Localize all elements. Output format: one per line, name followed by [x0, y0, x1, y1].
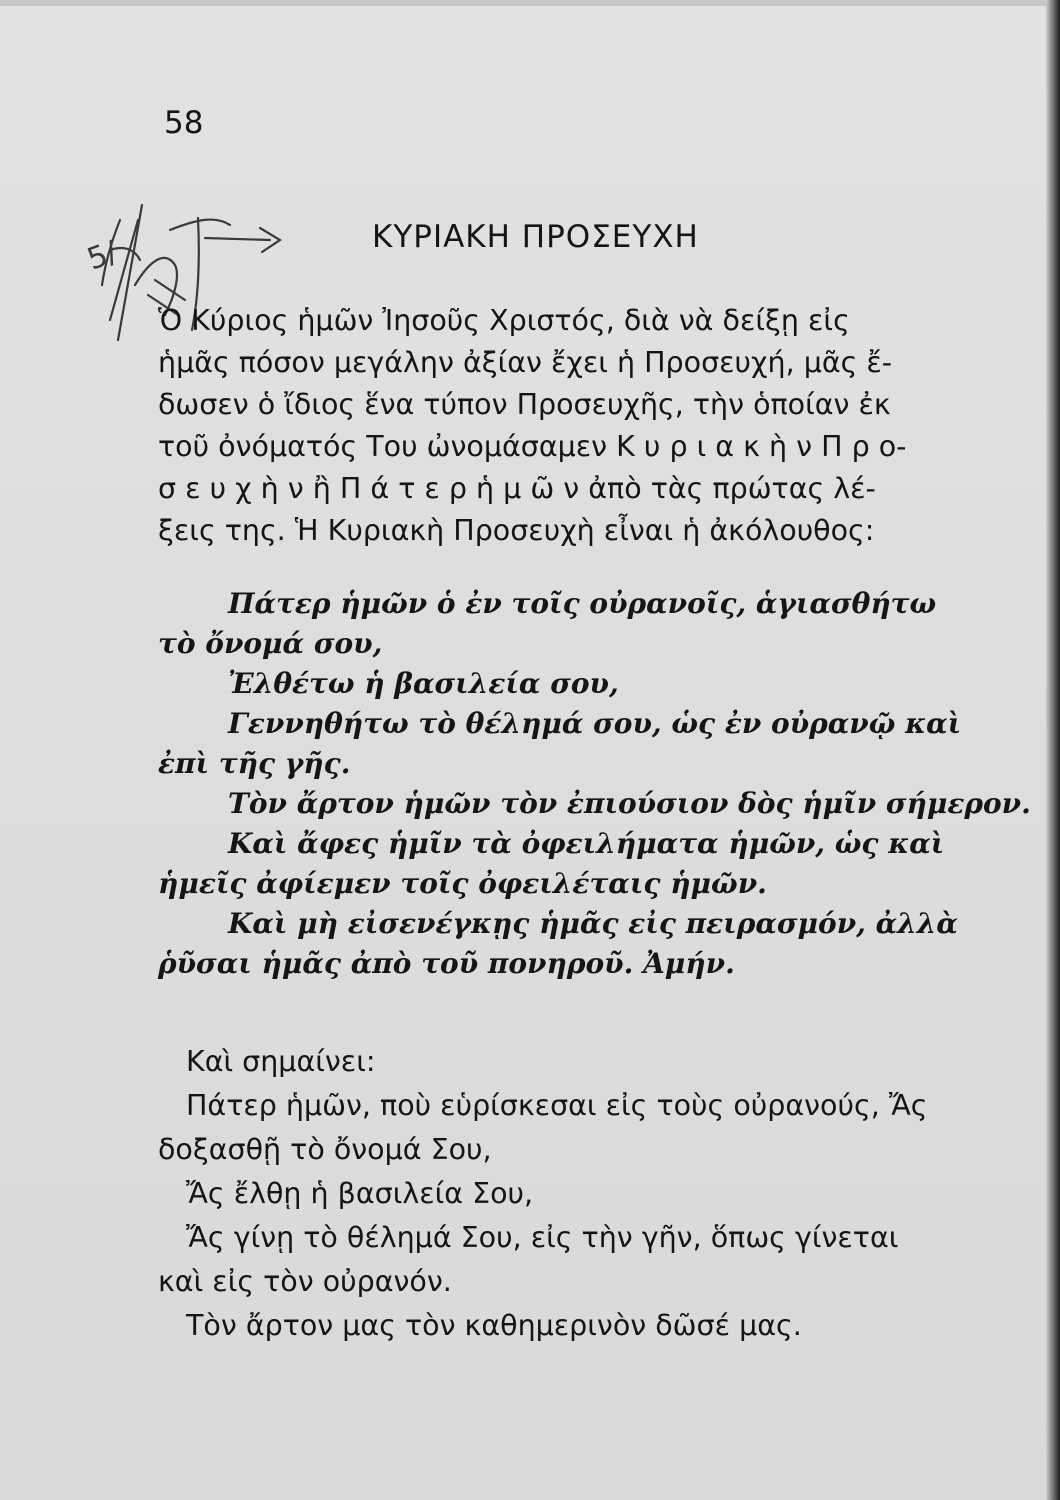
- intro-line: ξεις της. Ἡ Κυριακὴ Προσευχὴ εἶναι ἡ ἀκόλουθος:: [158, 514, 875, 547]
- prayer-line: ἐπὶ τῆς γῆς.: [158, 747, 351, 780]
- prayer-line: Καὶ μὴ εἰσενέγκῃς ἡμᾶς εἰς πειρασμόν, ἀλλὰ: [228, 907, 958, 940]
- prayer-line: τὸ ὄνομά σου,: [158, 627, 383, 660]
- intro-line: ἡμᾶς πόσον μεγάλην ἀξίαν ἔχει ἡ Προσευχή, μᾶς ἔ-: [158, 346, 893, 379]
- meaning-line: καὶ εἰς τὸν οὐρανόν.: [158, 1265, 452, 1298]
- page-number: 58: [164, 105, 204, 141]
- page-edge-shadow: [1046, 0, 1060, 1500]
- intro-paragraph: [158, 300, 958, 552]
- prayer-line: Καὶ ἄφες ἡμῖν τὰ ὀφειλήματα ἡμῶν, ὡς καὶ: [228, 827, 945, 860]
- intro-line: Ὁ Κύριος ἡμῶν Ἰησοῦς Χριστός, διὰ νὰ δείξῃ εἰς: [158, 304, 850, 337]
- prayer-line: ἡμεῖς ἀφίεμεν τοῖς ὀφειλέταις ἡμῶν.: [158, 867, 767, 900]
- meaning-line: Τὸν ἄρτον μας τὸν καθημερινὸν δῶσέ μας.: [186, 1309, 802, 1342]
- prayer-line: Ἐλθέτω ἡ βασιλεία σου,: [228, 667, 619, 700]
- margin-note-text: 5/: [82, 234, 123, 278]
- prayer-line: Τὸν ἄρτον ἡμῶν τὸν ἐπιούσιον δὸς ἡμῖν σήμερον.: [228, 787, 1031, 820]
- meaning-paragraph: [158, 1040, 986, 1348]
- prayer-text: [158, 584, 1031, 984]
- top-edge: [0, 0, 1060, 6]
- meaning-line: Ἄς ἔλθῃ ἡ βασιλεία Σου,: [186, 1177, 534, 1210]
- meaning-heading: Καὶ σημαίνει:: [186, 1045, 376, 1078]
- meaning-line: Πάτερ ἡμῶν, ποὺ εὑρίσκεσαι εἰς τοὺς οὐρανούς, Ἄς: [186, 1089, 928, 1122]
- meaning-line: Ἄς γίνῃ τὸ θέλημά Σου, εἰς τὴν γῆν, ὅπως γίνεται: [186, 1221, 899, 1254]
- intro-line: σ ε υ χ ὴ ν ἢ Π ά τ ε ρ ἡ μ ῶ ν ἀπὸ τὰς πρώτας λέ-: [158, 472, 876, 505]
- prayer-line: ῥῦσαι ἡμᾶς ἀπὸ τοῦ πονηροῦ. Ἀμήν.: [158, 947, 735, 980]
- meaning-line: δοξασθῇ τὸ ὄνομά Σου,: [158, 1133, 492, 1166]
- intro-line: τοῦ ὀνόματός Του ὠνομάσαμεν Κ υ ρ ι α κ ὴ ν Π ρ ο-: [158, 430, 907, 463]
- prayer-line: Γεννηθήτω τὸ θέλημά σου, ὡς ἐν οὐρανῷ καὶ: [228, 707, 962, 740]
- prayer-line: Πάτερ ἡμῶν ὁ ἐν τοῖς οὐρανοῖς, ἁγιασθήτω: [228, 587, 937, 620]
- intro-line: δωσεν ὁ ἴδιος ἕνα τύπον Προσευχῆς, τὴν ὁποίαν ἐκ: [158, 388, 891, 421]
- page-title: ΚΥΡΙΑΚΗ ΠΡΟΣΕΥΧΗ: [372, 219, 699, 255]
